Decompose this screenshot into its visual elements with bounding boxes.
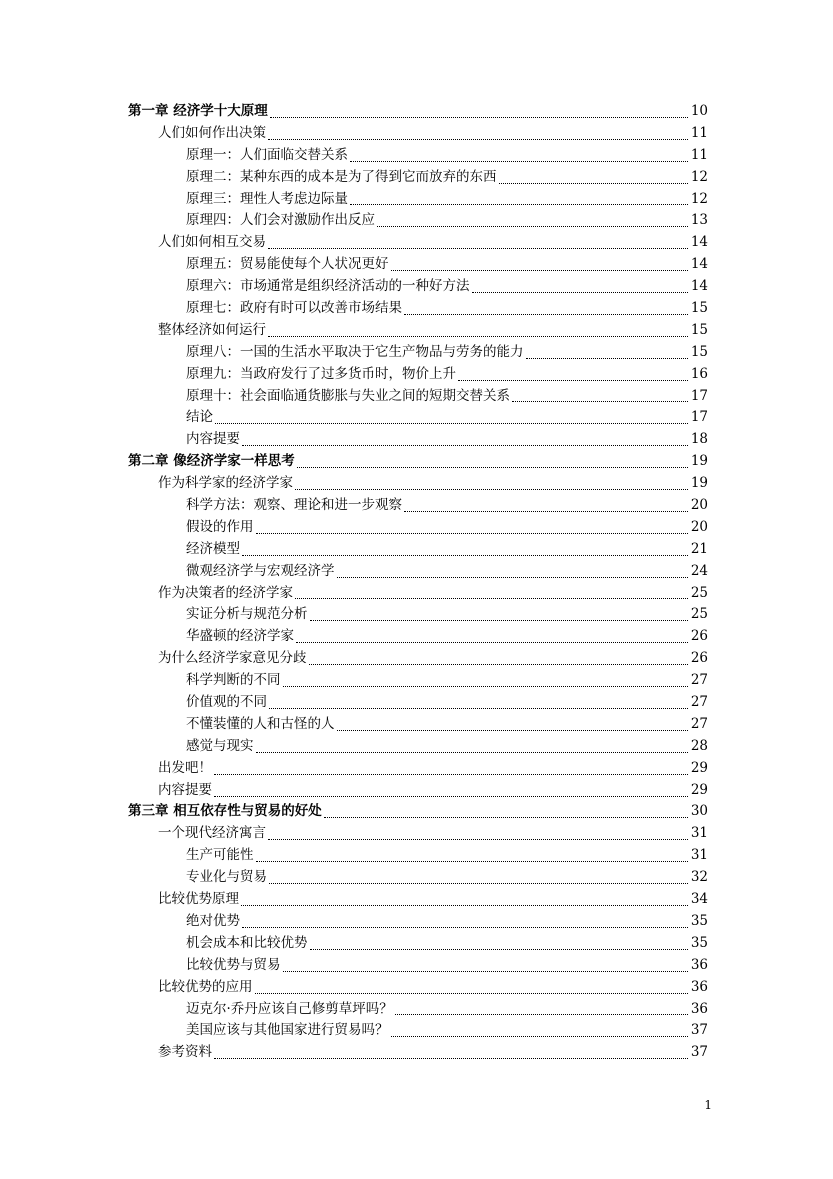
dot-leader [391,1036,689,1037]
dot-leader [268,248,688,249]
toc-entry-title: 微观经济学与宏观经济学 [186,562,335,579]
toc-entry-page: 36 [690,956,708,973]
dot-leader [256,861,689,862]
toc-entry-title: 出发吧！ [158,759,212,776]
toc-subsection-entry[interactable] [128,189,708,211]
toc-entry-title: 专业化与贸易 [186,869,267,886]
toc-entry-page: 20 [690,497,708,514]
toc-section-entry[interactable] [128,780,708,802]
toc-subsection-entry[interactable] [128,210,708,232]
toc-entry-title: 第三章 相互依存性与贸易的好处 [128,803,322,820]
toc-entry-page: 28 [690,737,708,754]
toc-chapter-entry[interactable] [128,451,708,473]
toc-entry-page: 15 [690,343,708,360]
toc-entry-page: 25 [690,606,708,623]
toc-entry-title: 作为决策者的经济学家 [158,584,293,601]
toc-section-entry[interactable] [128,473,708,495]
toc-subsection-entry[interactable] [128,167,708,189]
toc-entry-page: 26 [690,628,708,645]
toc-subsection-entry[interactable] [128,670,708,692]
toc-entry-page: 11 [690,146,708,163]
dot-leader [283,686,689,687]
dot-leader [337,577,689,578]
toc-entry-page: 37 [690,1022,708,1039]
toc-entry-title: 第一章 经济学十大原理 [128,102,268,119]
toc-entry-title: 比较优势的应用 [158,978,253,995]
toc-subsection-entry[interactable] [128,539,708,561]
dot-leader [391,270,689,271]
toc-entry-page: 15 [690,300,708,316]
dot-leader [255,993,689,994]
dot-leader [214,796,688,797]
dot-leader [242,555,688,556]
toc-subsection-entry[interactable] [128,276,708,298]
toc-entry-title: 一个现代经济寓言 [158,825,266,842]
toc-entry-page: 10 [690,102,708,119]
toc-entry-page: 24 [690,562,708,579]
toc-entry-title: 为什么经济学家意见分歧 [158,650,307,667]
toc-entry-title: 比较优势与贸易 [186,956,281,973]
toc-entry-page: 20 [690,518,708,535]
toc-entry-title: 经济模型 [186,540,240,557]
toc-entry-title: 比较优势原理 [158,891,239,908]
toc-entry-title: 原理八：一国的生活水平取决于它生产物品与劳务的能力 [186,343,524,360]
toc-subsection-entry[interactable] [128,298,708,320]
page-number: 1 [704,1098,712,1112]
toc-subsection-entry[interactable] [128,495,708,517]
toc-entry-page: 34 [690,891,708,908]
dot-leader [297,467,688,468]
toc-entry-page: 17 [690,409,708,426]
toc-subsection-entry[interactable] [128,517,708,539]
toc-entry-page: 35 [690,912,708,929]
toc-entry-title: 机会成本和比较优势 [186,934,308,951]
dot-leader [309,664,689,665]
toc-entry-page: 19 [690,475,708,492]
toc-entry-page: 29 [690,781,708,798]
dot-leader [337,730,689,731]
toc-entry-page: 29 [690,759,708,776]
toc-entry-page: 27 [690,694,708,711]
dot-leader [269,708,688,709]
toc-section-entry[interactable] [128,823,708,845]
toc-entry-page: 14 [690,278,708,295]
toc-entry-title: 感觉与现实 [186,737,254,754]
toc-entry-title: 原理七：政府有时可以改善市场结果 [186,300,402,316]
dot-leader [215,423,688,424]
toc-entry-page: 25 [690,584,708,601]
toc-entry-page: 32 [690,869,708,886]
dot-leader [324,817,688,818]
toc-entry-page: 27 [690,672,708,689]
toc-entry-page: 13 [690,212,708,229]
toc-entry-title: 美国应该与其他国家进行贸易吗？ [186,1022,389,1039]
toc-entry-title: 作为科学家的经济学家 [158,475,293,492]
toc-subsection-entry[interactable] [128,736,708,758]
toc-entry-title: 科学判断的不同 [186,672,281,689]
toc-entry-title: 绝对优势 [186,912,240,929]
toc-subsection-entry[interactable] [128,999,708,1021]
toc-entry-page: 12 [690,168,708,185]
dot-leader [242,927,688,928]
toc-subsection-entry[interactable] [128,933,708,955]
toc-entry-title: 第二章 像经济学家一样思考 [128,453,295,470]
dot-leader [377,226,688,227]
toc-entry-page: 14 [690,234,708,251]
toc-subsection-entry[interactable] [128,911,708,933]
dot-leader [350,204,688,205]
toc-subsection-entry[interactable] [128,845,708,867]
toc-chapter-entry[interactable] [128,101,708,123]
toc-entry-title: 生产可能性 [186,847,254,864]
toc-subsection-entry[interactable] [128,561,708,583]
toc-entry-title: 内容提要 [158,781,212,798]
toc-entry-page: 35 [690,934,708,951]
toc-subsection-entry[interactable] [128,342,708,364]
dot-leader [310,620,689,621]
dot-leader [269,883,688,884]
toc-subsection-entry[interactable] [128,714,708,736]
toc-entry-title: 内容提要 [186,431,240,448]
toc-subsection-entry[interactable] [128,692,708,714]
toc-section-entry[interactable] [128,232,708,254]
toc-entry-title: 不懂装懂的人和古怪的人 [186,715,335,732]
toc-section-entry[interactable] [128,123,708,145]
dot-leader [268,839,688,840]
toc-entry-title: 人们如何相互交易 [158,234,266,251]
toc-entry-page: 21 [690,540,708,557]
dot-leader [268,336,688,337]
toc-entry-title: 原理二：某种东西的成本是为了得到它而放弃的东西 [186,168,497,185]
toc-entry-title: 原理一：人们面临交替关系 [186,146,348,163]
dot-leader [256,752,689,753]
toc-subsection-entry[interactable] [128,254,708,276]
toc-section-entry[interactable] [128,1042,708,1064]
toc-subsection-entry[interactable] [128,626,708,648]
dot-leader [242,445,688,446]
dot-leader [214,774,688,775]
dot-leader [241,905,688,906]
toc-entry-page: 15 [690,321,708,338]
toc-entry-title: 迈克尔·乔丹应该自己修剪草坪吗？ [186,1000,393,1017]
toc-entry-page: 36 [690,1000,708,1017]
dot-leader [295,489,688,490]
dot-leader [295,598,688,599]
toc-entry-title: 参考资料 [158,1044,212,1061]
toc-subsection-entry[interactable] [128,429,708,451]
dot-leader [395,1014,688,1015]
toc-entry-title: 价值观的不同 [186,694,267,711]
dot-leader [268,139,688,140]
dot-leader [499,183,689,184]
toc-entry-page: 17 [690,387,708,404]
dot-leader [458,380,688,381]
toc-section-entry[interactable] [128,648,708,670]
dot-leader [214,1058,688,1059]
toc-entry-title: 假设的作用 [186,518,254,535]
toc-entry-title: 原理五：贸易能使每个人状况更好 [186,256,389,273]
dot-leader [296,642,688,643]
toc-entry-title: 实证分析与规范分析 [186,606,308,623]
toc-entry-title: 科学方法：观察、理论和进一步观察 [186,497,402,514]
toc-entry-title: 原理九：当政府发行了过多货币时，物价上升 [186,365,456,382]
toc-entry-page: 37 [690,1044,708,1061]
toc-entry-page: 12 [690,190,708,207]
toc-entry-page: 27 [690,715,708,732]
dot-leader [350,161,688,162]
toc-entry-title: 原理十：社会面临通货膨胀与失业之间的短期交替关系 [186,387,510,404]
toc-entry-page: 30 [690,803,708,820]
toc-subsection-entry[interactable] [128,145,708,167]
toc-entry-title: 人们如何作出决策 [158,124,266,141]
toc-section-entry[interactable] [128,320,708,342]
dot-leader [526,358,689,359]
toc-section-entry[interactable] [128,583,708,605]
table-of-contents [128,101,708,1064]
dot-leader [512,401,688,402]
dot-leader [310,949,689,950]
toc-entry-page: 11 [690,124,708,141]
dot-leader [404,314,688,315]
toc-entry-title: 原理三：理性人考虑边际量 [186,190,348,207]
toc-chapter-entry[interactable] [128,802,708,824]
toc-section-entry[interactable] [128,758,708,780]
toc-entry-page: 31 [690,825,708,842]
toc-subsection-entry[interactable] [128,1020,708,1042]
toc-section-entry[interactable] [128,977,708,999]
toc-subsection-entry[interactable] [128,386,708,408]
dot-leader [256,533,689,534]
toc-subsection-entry[interactable] [128,364,708,386]
toc-entry-page: 36 [690,978,708,995]
dot-leader [472,292,689,293]
toc-entry-page: 14 [690,256,708,273]
toc-subsection-entry[interactable] [128,407,708,429]
toc-entry-page: 31 [690,847,708,864]
toc-entry-page: 16 [690,365,708,382]
toc-subsection-entry[interactable] [128,955,708,977]
toc-entry-title: 结论 [186,409,213,426]
toc-subsection-entry[interactable] [128,867,708,889]
toc-section-entry[interactable] [128,889,708,911]
dot-leader [283,971,689,972]
toc-entry-page: 19 [690,453,708,470]
toc-subsection-entry[interactable] [128,604,708,626]
toc-entry-title: 原理四：人们会对激励作出反应 [186,212,375,229]
toc-entry-title: 华盛顿的经济学家 [186,628,294,645]
dot-leader [270,117,688,118]
dot-leader [404,511,688,512]
toc-entry-title: 整体经济如何运行 [158,321,266,338]
toc-entry-page: 18 [690,431,708,448]
toc-entry-page: 26 [690,650,708,667]
toc-entry-title: 原理六：市场通常是组织经济活动的一种好方法 [186,278,470,295]
